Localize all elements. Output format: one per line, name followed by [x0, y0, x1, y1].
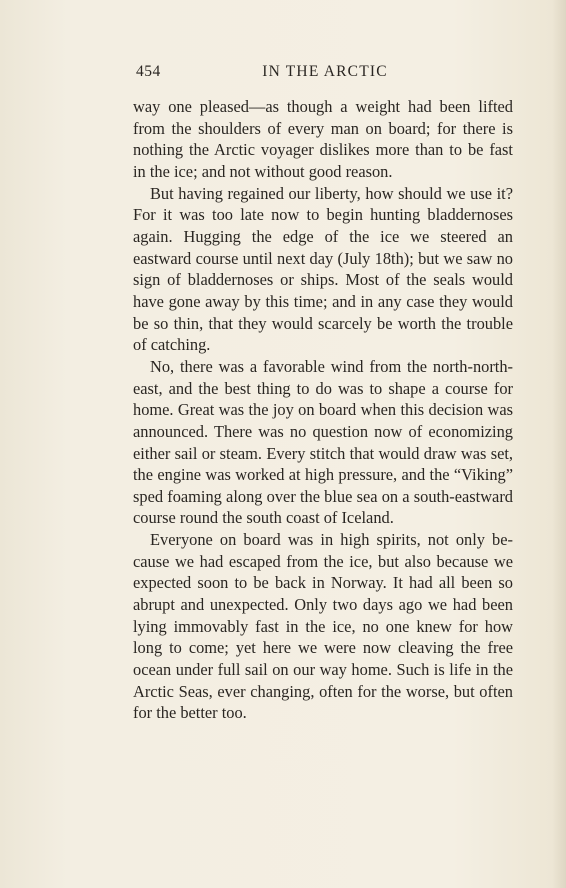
page-number: 454 [136, 63, 161, 80]
running-head: IN THE ARCTIC [262, 63, 388, 80]
page-edge-shadow [552, 0, 566, 888]
paragraph-4: Everyone on board was in high spirits, not only because we had escaped from the ice, but also because we expected soon to be back in Norway. It had all been so abrupt and unexpected. Only two days ago we had been lying immovably fast in the ice, no one knew for how long to come; yet here we were now cleaving the free ocean under full sail on our way home. Such is life in the Arctic Seas, ever changing, often for the worse, but often for the better too. [133, 530, 513, 723]
page-header [136, 63, 514, 83]
paragraph-1: way one pleased—as though a weight had been lifted from the shoulders of every man on board; for there is nothing the Arctic voyager dislikes more than to be fast in the ice; and not without good reason. [133, 97, 513, 181]
body-text [133, 96, 513, 724]
paragraph-2: But having regained our liberty, how should we use it? For it was too late now to begin hunting bladdernoses again. Hugging the edge of the ice we steered an eastward course until next day (July 18th); but we saw no sign of bladdernoses or ships. Most of the seals would have gone away by this time; and in any case they would be so thin, that they would scarcely be worth the trouble of catching. [133, 183, 513, 355]
paragraph-3: No, there was a favorable wind from the north-north-east, and the best thing to do was to shape a course for home. Great was the joy on board when this decision was announced. There was no question now of economizing either sail or steam. Every stitch that would draw was set, the engine was worked at high pressure, and the “Viking” sped foaming along over the blue sea on a south-eastward course round the south coast of Iceland. [133, 356, 513, 528]
